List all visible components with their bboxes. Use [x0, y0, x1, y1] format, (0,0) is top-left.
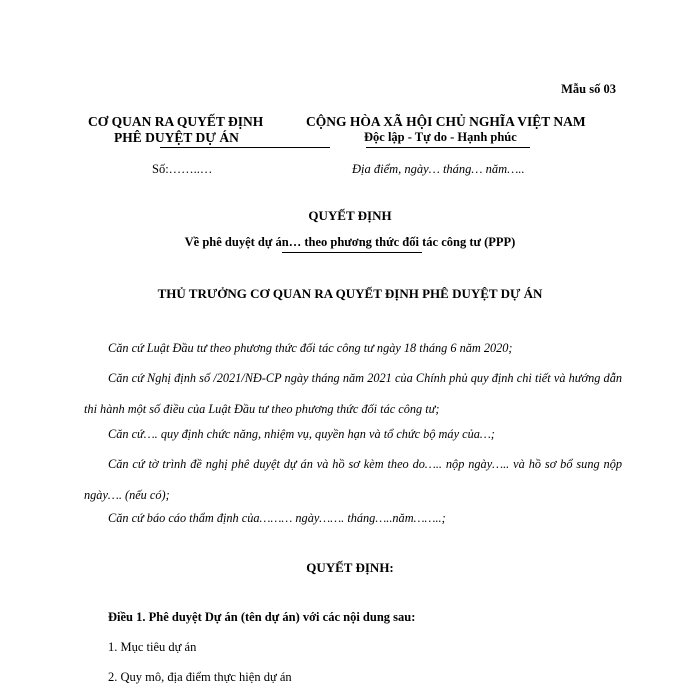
authority-heading: THỦ TRƯỞNG CƠ QUAN RA QUYẾT ĐỊNH PHÊ DUYỆT DỰ ÁN — [157, 286, 543, 301]
form-number: Mẫu số 03 — [561, 82, 616, 96]
national-motto: Độc lập - Tự do - Hạnh phúc — [364, 130, 517, 144]
preamble-paragraph: Căn cứ tờ trình đề nghị phê duyệt dự án và hồ sơ kèm theo do….. nộp ngày….. và hồ sơ bổ sung nộp ngày…. (nếu có); — [84, 457, 622, 502]
document-number: Số:……..… — [152, 162, 213, 176]
place-and-date: Địa điểm, ngày… tháng… năm….. — [352, 162, 525, 176]
preamble-paragraph: Căn cứ Nghị định số /2021/NĐ-CP ngày tháng năm 2021 của Chính phủ quy định chi tiết và hướng dẫn thi hành một số điều của Luật Đầu tư theo phương thức đối tác công tư; — [84, 371, 622, 416]
list-item: 2. Quy mô, địa điểm thực hiện dự án — [108, 670, 292, 684]
preamble-paragraph: Căn cứ Luật Đầu tư theo phương thức đối tác công tư ngày 18 tháng 6 năm 2020; — [108, 341, 513, 355]
motto-underline — [366, 147, 530, 148]
subtitle-underline — [282, 252, 422, 253]
issuing-agency-line2: PHÊ DUYỆT DỰ ÁN — [114, 130, 239, 145]
agency-underline — [160, 147, 330, 148]
preamble-paragraph: Căn cứ báo cáo thẩm định của……… ngày……. tháng…..năm……..; — [108, 511, 446, 525]
preamble-paragraph: Căn cứ…. quy định chức năng, nhiệm vụ, quyền hạn và tổ chức bộ máy của…; — [108, 427, 495, 441]
national-title: CỘNG HÒA XÃ HỘI CHỦ NGHĨA VIỆT NAM — [306, 114, 586, 129]
document-subtitle: Về phê duyệt dự án… theo phương thức đối tác công tư (PPP) — [184, 235, 516, 249]
list-item: 1. Mục tiêu dự án — [108, 640, 197, 654]
decision-heading: QUYẾT ĐỊNH: — [306, 560, 394, 575]
article-1-heading: Điều 1. Phê duyệt Dự án (tên dự án) với các nội dung sau: — [108, 610, 416, 624]
issuing-agency-line1: CƠ QUAN RA QUYẾT ĐỊNH — [88, 114, 264, 129]
document-title: QUYẾT ĐỊNH — [308, 208, 392, 223]
